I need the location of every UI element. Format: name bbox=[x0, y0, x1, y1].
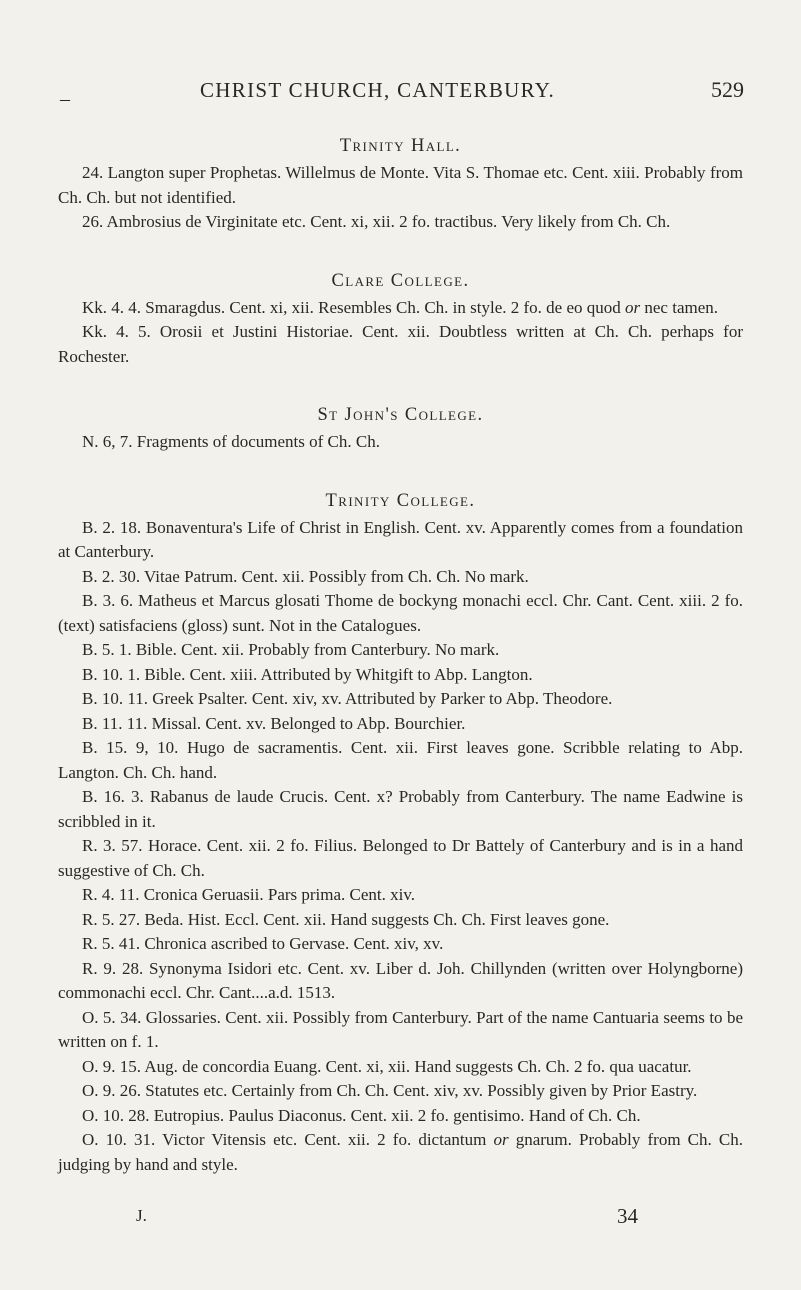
catalogue-entry bbox=[58, 883, 743, 908]
signature-mark: J. bbox=[136, 1206, 147, 1225]
section-title: St John's College. bbox=[317, 405, 484, 425]
catalogue-entry bbox=[58, 712, 743, 737]
catalogue-entry bbox=[58, 565, 743, 590]
entry-italic: or bbox=[625, 297, 641, 317]
entry-text: R. 3. 57. Horace. Cent. xii. 2 fo. Filius. Belonged to Dr Battely of Canterbury and is in a hand suggestive of Ch. Ch. bbox=[58, 836, 743, 880]
entry-text: B. 10. 11. Greek Psalter. Cent. xiv, xv. Attributed by Parker to Abp. Theodore. bbox=[82, 689, 613, 708]
entry-text: B. 10. 1. Bible. Cent. xiii. Attributed by Whitgift to Abp. Langton. bbox=[82, 664, 533, 684]
entry-text: O. 9. 15. Aug. de concordia Euang. Cent. xi, xii. Hand suggests Ch. Ch. 2 fo. qua uacatur. bbox=[82, 1056, 692, 1076]
catalogue-entry bbox=[58, 516, 743, 565]
running-title: CHRIST CHURCH, CANTERBURY. bbox=[200, 78, 556, 102]
entry-text: R. 4. 11. Cronica Geruasii. Pars prima. Cent. xiv. bbox=[82, 885, 416, 904]
catalogue-entry bbox=[58, 663, 743, 688]
catalogue-entry bbox=[58, 785, 743, 834]
entry-text: R. 5. 41. Chronica ascribed to Gervase. Cent. xiv, xv. bbox=[82, 934, 444, 953]
page-body bbox=[58, 131, 743, 1177]
catalogue-entry bbox=[58, 320, 743, 369]
entry-text: B. 2. 18. Bonaventura's Life of Christ in English. Cent. xv. Apparently comes from a foundation at Canterbury. bbox=[58, 517, 743, 561]
catalogue-entry bbox=[58, 1006, 743, 1055]
catalogue-entry bbox=[58, 736, 743, 785]
entry-text: B. 3. 6. Matheus et Marcus glosati Thome de bockyng monachi eccl. Chr. Cant. Cent. xiii. 2 fo. (text) satisfaciens (gloss) sunt. Not in the Catalogues. bbox=[58, 591, 743, 635]
entry-text: 24. Langton super Prophetas. Willelmus de Monte. Vita S. Thomae etc. Cent. xiii. Probably from Ch. Ch. but not identified. bbox=[58, 163, 743, 207]
section-title: Trinity College. bbox=[325, 490, 476, 511]
section-spacer bbox=[58, 455, 743, 486]
sheet-number: 34 bbox=[617, 1204, 638, 1228]
catalogue-entry bbox=[58, 1104, 743, 1129]
entry-text: O. 9. 26. Statutes etc. Certainly from Ch. Ch. Cent. xiv, xv. Possibly given by Prior Eastry. bbox=[82, 1081, 698, 1100]
catalogue-entry bbox=[58, 687, 743, 712]
entry-text: B. 11. 11. Missal. Cent. xv. Belonged to Abp. Bourchier. bbox=[82, 713, 466, 733]
catalogue-entry bbox=[58, 908, 743, 933]
entry-text: O. 10. 28. Eutropius. Paulus Diaconus. Cent. xii. 2 fo. gentisimo. Hand of Ch. Ch. bbox=[82, 1105, 641, 1125]
catalogue-entry bbox=[58, 1128, 743, 1177]
entry-text: 26. Ambrosius de Virginitate etc. Cent. xi, xii. 2 fo. tractibus. Very likely from Ch. Ch. bbox=[82, 212, 671, 231]
catalogue-entry bbox=[58, 957, 743, 1006]
entry-text: O. 5. 34. Glossaries. Cent. xii. Possibly from Canterbury. Part of the name Cantuaria seems to be written on f. 1. bbox=[58, 1007, 743, 1051]
section-title: Trinity Hall. bbox=[339, 136, 462, 156]
entry-text: B. 15. 9, 10. Hugo de sacramentis. Cent. xii. First leaves gone. Scribble relating to Abp. Langton. Ch. Ch. hand. bbox=[58, 738, 743, 782]
entry-text: Kk. 4. 4. Smaragdus. Cent. xi, xii. Resembles Ch. Ch. in style. 2 fo. de eo quod bbox=[82, 297, 626, 317]
catalogue-entry bbox=[58, 932, 743, 957]
catalogue-entry bbox=[58, 834, 743, 883]
catalogue-entry bbox=[58, 210, 743, 235]
entry-text: Kk. 4. 5. Orosii et Justini Historiae. Cent. xii. Doubtless written at Ch. Ch. perhaps for Rochester. bbox=[58, 322, 743, 366]
section-spacer bbox=[58, 235, 743, 266]
entry-text: R. 5. 27. Beda. Hist. Eccl. Cent. xii. Hand suggests Ch. Ch. First leaves gone. bbox=[82, 909, 610, 929]
entry-text: gnarum. Probably from Ch. Ch. judging by hand and style. bbox=[58, 1130, 743, 1174]
catalogue-entry bbox=[58, 430, 743, 455]
entry-text: nec tamen. bbox=[640, 297, 719, 317]
catalogue-entry bbox=[58, 589, 743, 638]
section-title: Clare College. bbox=[331, 270, 470, 291]
page-number: 529 bbox=[711, 77, 744, 102]
entry-text: O. 10. 31. Victor Vitensis etc. Cent. xii. 2 fo. dictantum bbox=[82, 1130, 494, 1149]
running-header bbox=[60, 74, 744, 110]
section-spacer bbox=[58, 369, 743, 400]
entry-italic: or bbox=[493, 1130, 509, 1149]
entry-text: B. 16. 3. Rabanus de laude Crucis. Cent. x? Probably from Canterbury. The name Eadwine is scribbled in it. bbox=[58, 787, 743, 831]
catalogue-entry bbox=[58, 638, 743, 663]
entry-text: R. 9. 28. Synonyma Isidori etc. Cent. xv. Liber d. Joh. Chillynden (written over Holyngborne) commonachi eccl. Chr. Cant....a.d. 1513. bbox=[58, 958, 743, 1002]
catalogue-entry bbox=[58, 296, 743, 321]
entry-text: B. 2. 30. Vitae Patrum. Cent. xii. Possibly from Ch. Ch. No mark. bbox=[82, 566, 529, 586]
header-dash: – bbox=[60, 88, 70, 110]
catalogue-entry bbox=[58, 1055, 743, 1080]
entry-text: B. 5. 1. Bible. Cent. xii. Probably from Canterbury. No mark. bbox=[82, 640, 500, 659]
page-footer bbox=[0, 1206, 801, 1234]
entry-text: N. 6, 7. Fragments of documents of Ch. Ch. bbox=[82, 432, 380, 451]
catalogue-entry bbox=[58, 1079, 743, 1104]
catalogue-entry bbox=[58, 161, 743, 210]
